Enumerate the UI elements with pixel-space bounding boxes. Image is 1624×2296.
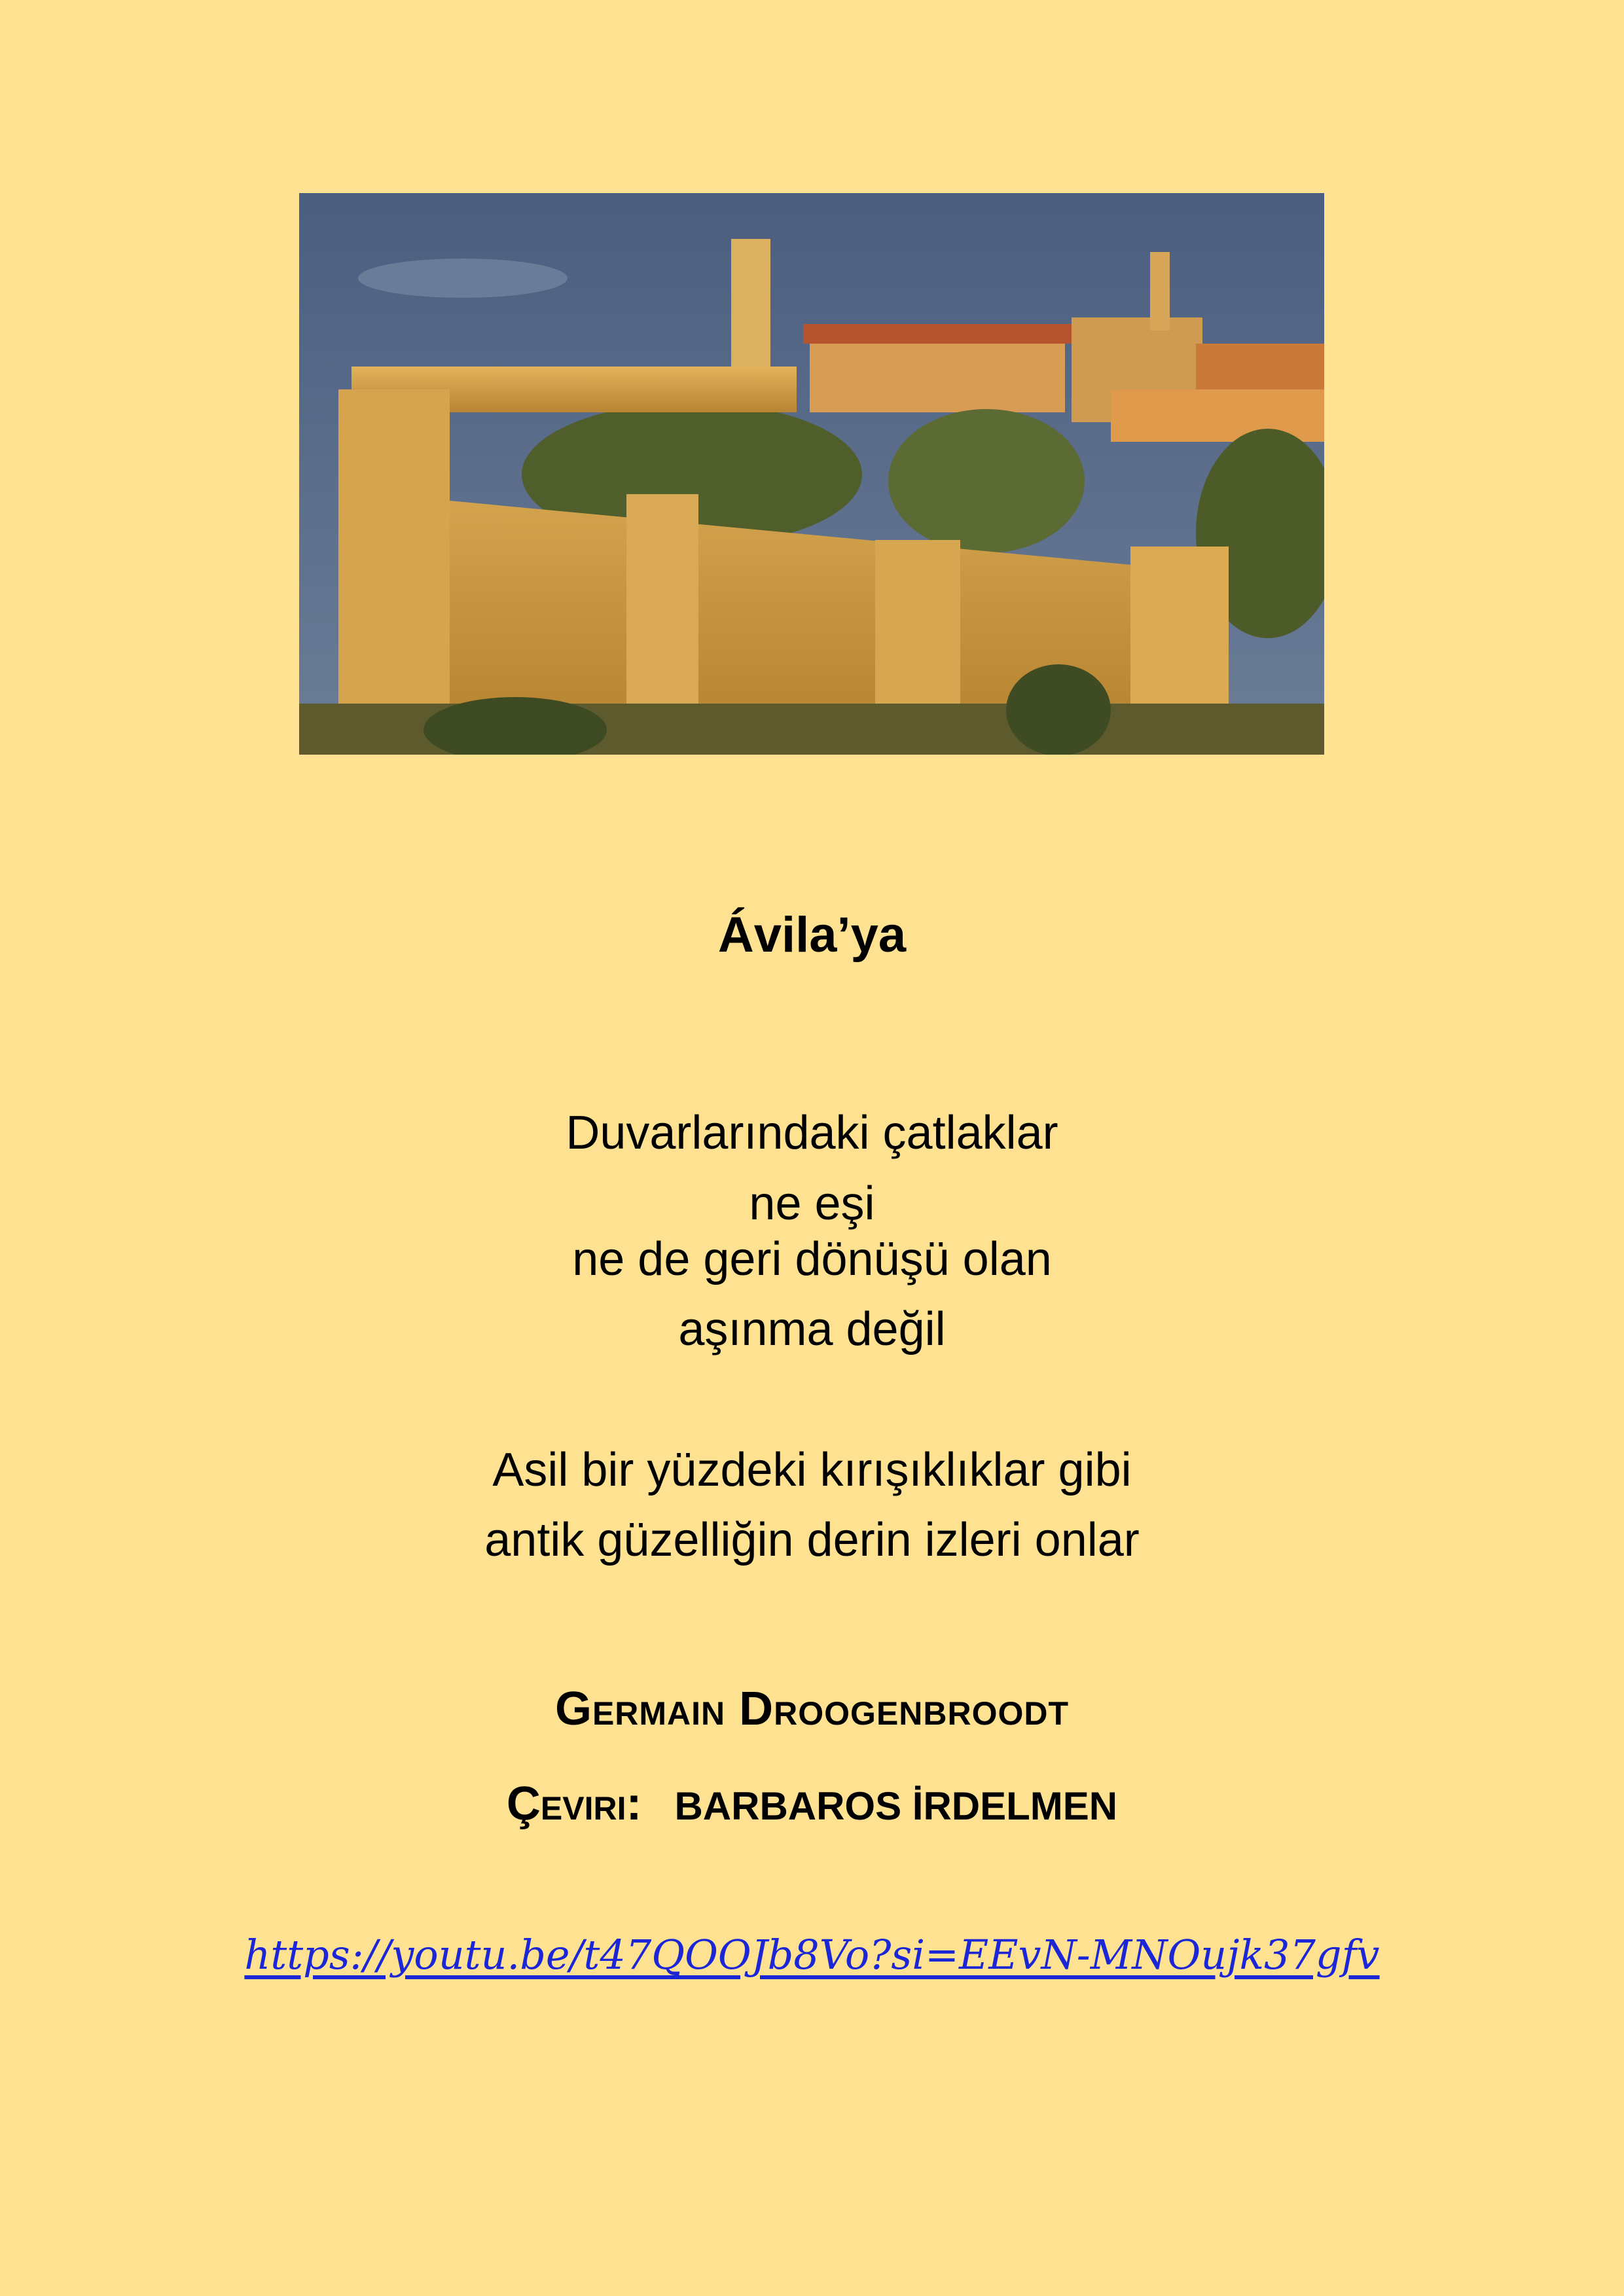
poem-line: Asil bir yüzdeki kırışıklıklar gibi <box>492 1444 1132 1496</box>
avila-walls-photo <box>299 193 1324 755</box>
translator-name: BARBAROS İRDELMEN <box>674 1784 1118 1828</box>
poem-line: ne eşi <box>749 1177 875 1230</box>
translator-label: Çeviri: <box>506 1778 642 1830</box>
poem-line: antik güzelliğin derin izleri onlar <box>484 1514 1140 1566</box>
translator-credit <box>0 1777 1624 1831</box>
poem-title: Ávila’ya <box>717 907 907 963</box>
author-name: Germain Droogenbroodt <box>554 1683 1070 1735</box>
poem-line: aşınma değil <box>678 1303 946 1355</box>
video-link-container <box>0 1931 1624 1979</box>
poem-line: Duvarlarındaki çatlaklar <box>566 1107 1058 1159</box>
poem-line: ne de geri dönüşü olan <box>572 1233 1052 1285</box>
youtube-link[interactable]: https://youtu.be/t47QOOJb8Vo?si=EEvN-MNOujk37gfv <box>244 1931 1380 1979</box>
